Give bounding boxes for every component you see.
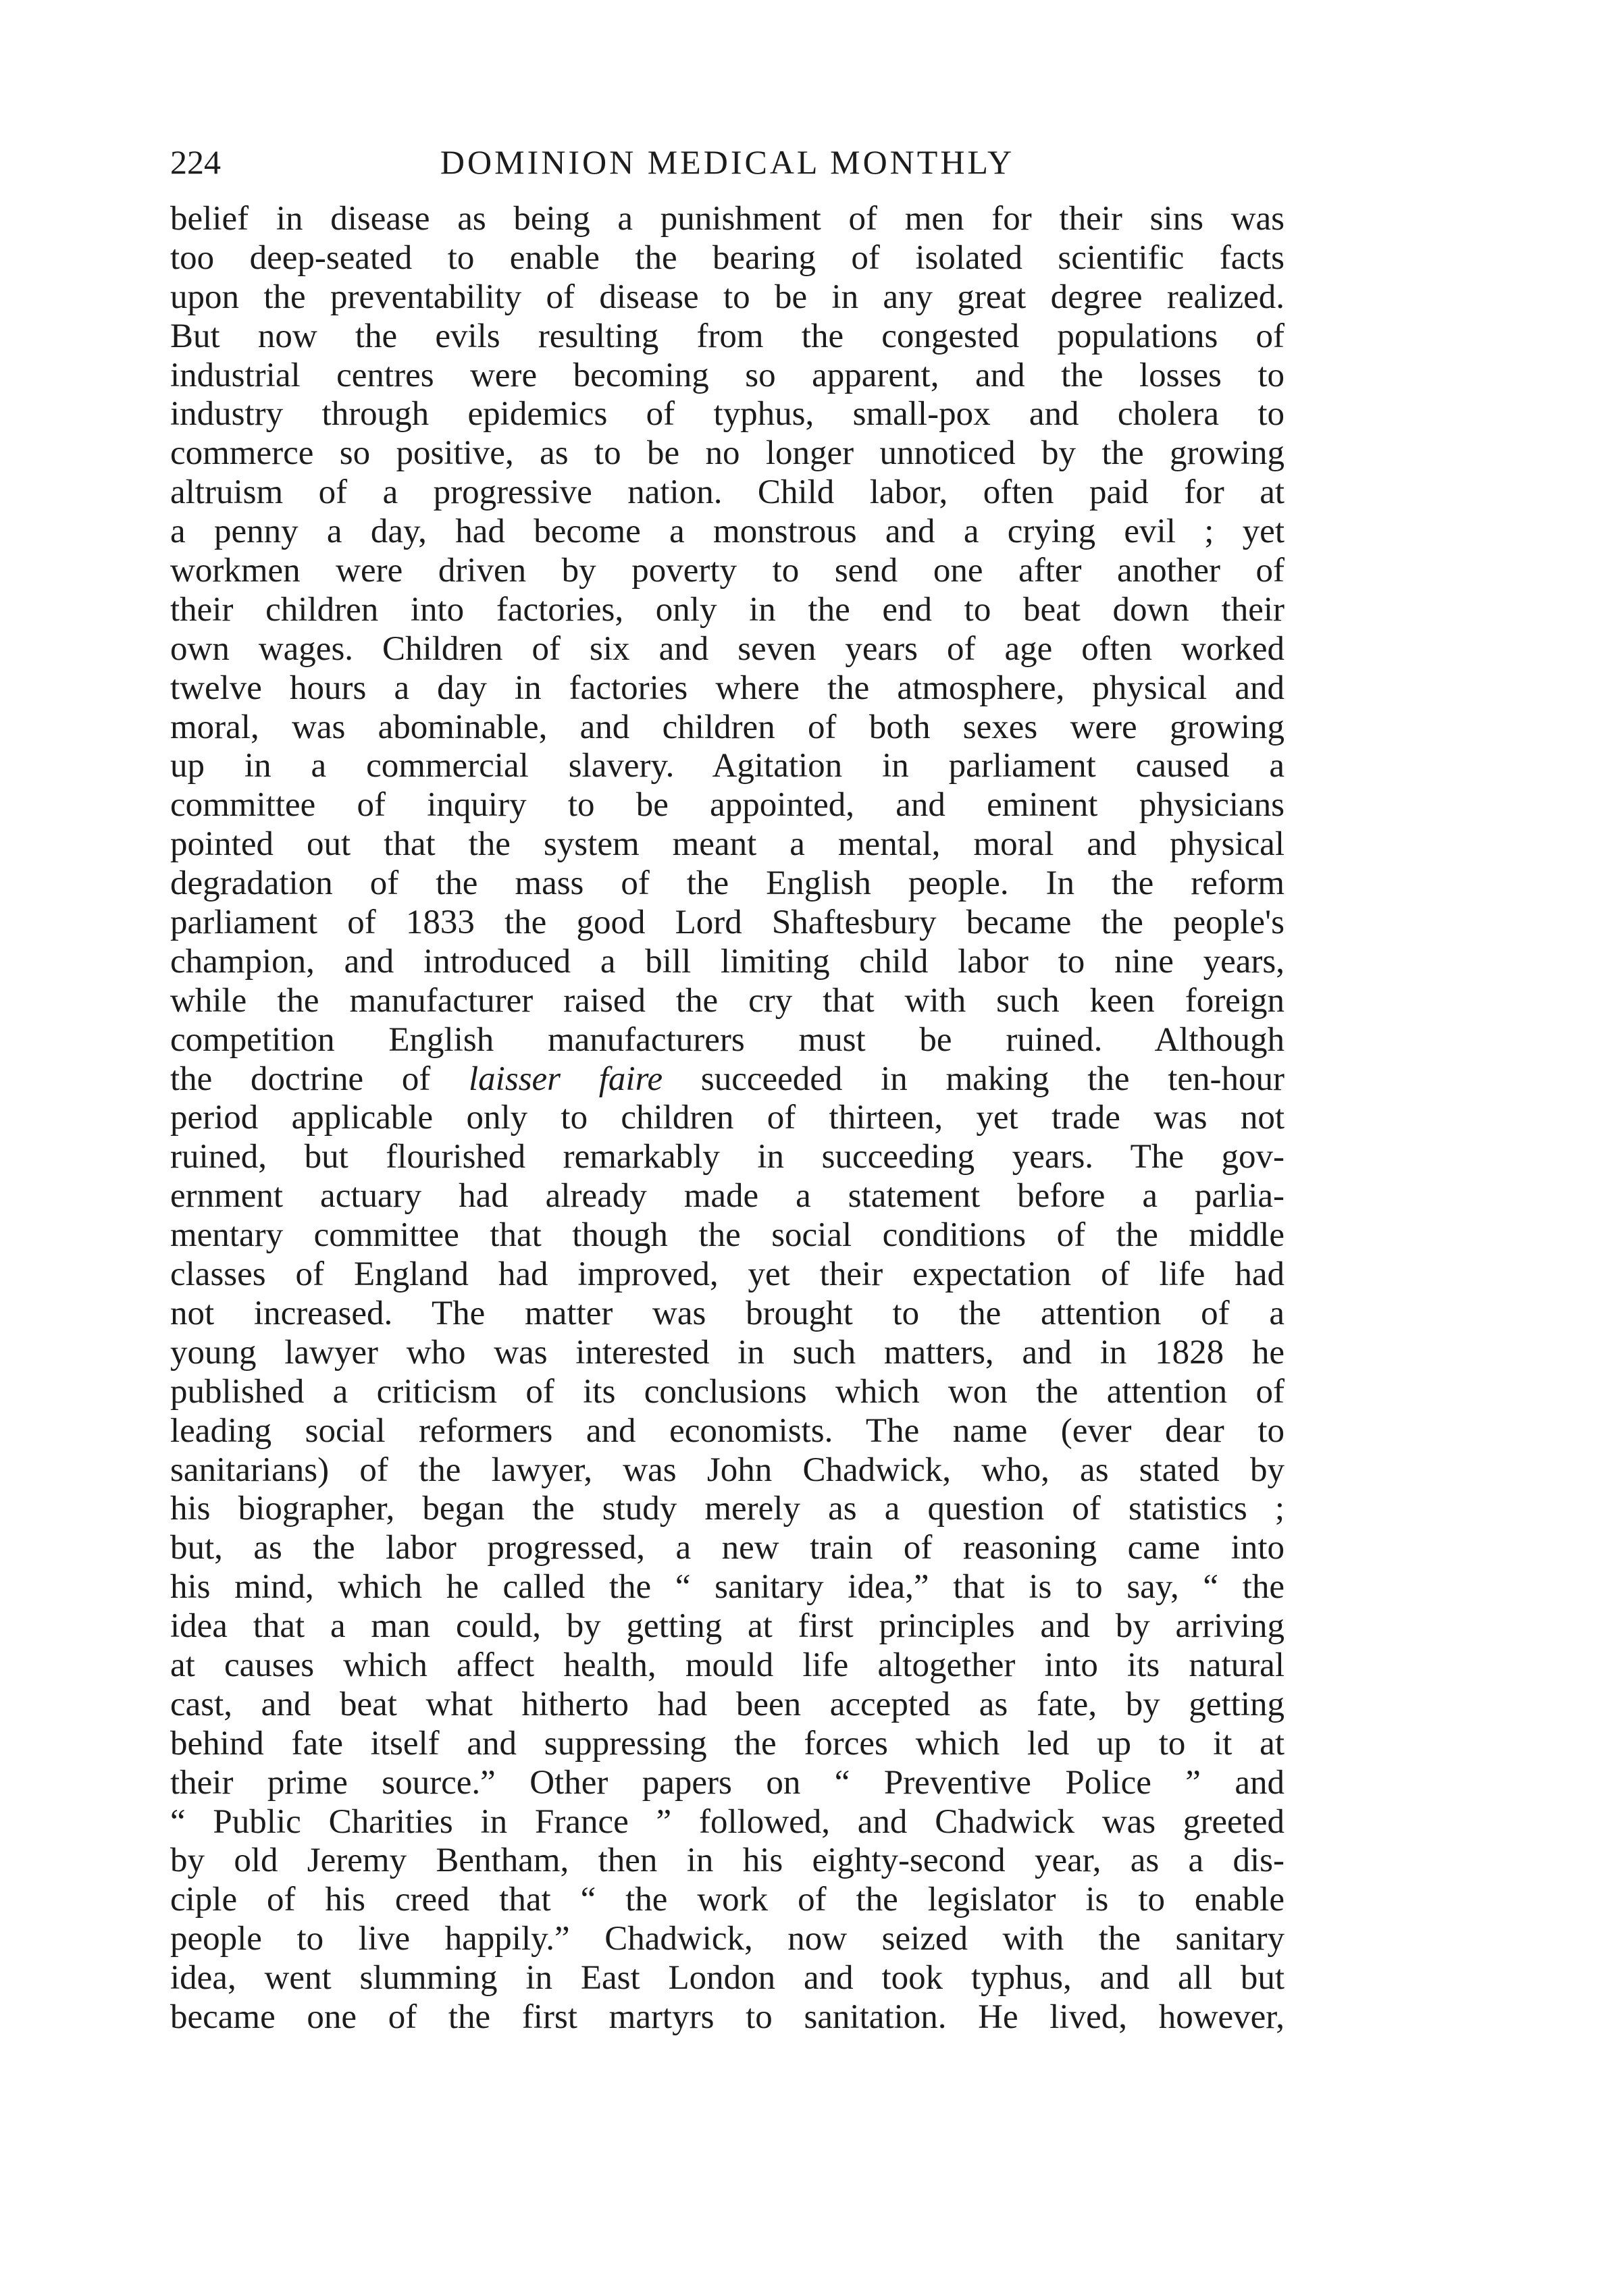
italic-phrase: laisser faire [469,1060,663,1098]
text-line: industry through epidemics of typhus, small-pox and cholera to [170,395,1285,434]
text-line: twelve hours a day in factories where the atmosphere, physical and [170,669,1285,707]
text-line: altruism of a progressive nation. Child labor, often paid for at [170,473,1285,512]
text-line: cast, and beat what hitherto had been accepted as fate, by getting [170,1685,1285,1723]
text-line: while the manufacturer raised the cry that with such keen foreign [170,981,1285,1020]
text-line: became one of the first martyrs to sanitation. He lived, however, [170,1998,1285,2036]
text-line: “ Public Charities in France ” followed, and Chadwick was greeted [170,1802,1285,1841]
text-line: mentary committee that though the social conditions of the middle [170,1216,1285,1255]
text-line: own wages. Children of six and seven years of age often worked [170,629,1285,668]
running-head [170,135,1285,189]
text-line: but, as the labor progressed, a new train of reasoning came into [170,1529,1285,1567]
text-segment: the doctrine of [170,1060,469,1098]
text-line: commerce so positive, as to be no longer unnoticed by the growing [170,434,1285,473]
text-line: ruined, but flourished remarkably in succeeding years. The gov- [170,1138,1285,1176]
text-line: competition English manufacturers must be ruined. Although [170,1020,1285,1059]
body-text [170,200,1285,2037]
text-line: champion, and introduced a bill limiting child labor to nine years, [170,942,1285,981]
text-line: not increased. The matter was brought to the attention of a [170,1294,1285,1332]
text-line: sanitarians) of the lawyer, was John Chadwick, who, as stated by [170,1451,1285,1489]
text-line: their prime source.” Other papers on “ Preventive Police ” and [170,1763,1285,1802]
text-line: industrial centres were becoming so apparent, and the losses to [170,356,1285,394]
text-line: degradation of the mass of the English people. In the reform [170,864,1285,903]
text-line: moral, was abominable, and children of both sexes were growing [170,708,1285,746]
text-line: parliament of 1833 the good Lord Shaftesbury became the people's [170,904,1285,942]
text-line [170,1060,1285,1099]
text-line: by old Jeremy Bentham, then in his eighty-second year, as a dis- [170,1842,1285,1880]
text-line: committee of inquiry to be appointed, and eminent physicians [170,786,1285,825]
text-line: classes of England had improved, yet their expectation of life had [170,1255,1285,1294]
text-line: up in a commercial slavery. Agitation in parliament caused a [170,747,1285,785]
text-line: idea, went slumming in East London and took typhus, and all but [170,1959,1285,1998]
text-line: his mind, which he called the “ sanitary idea,” that is to say, “ the [170,1568,1285,1607]
text-line: published a criticism of its conclusions which won the attention of [170,1372,1285,1411]
text-line: belief in disease as being a punishment of men for their sins was [170,200,1285,238]
text-line: leading social reformers and economists. The name (ever dear to [170,1411,1285,1450]
text-line: upon the preventability of disease to be in any great degree realized. [170,278,1285,316]
page-number: 224 [170,143,221,181]
text-line: young lawyer who was interested in such matters, and in 1828 he [170,1333,1285,1372]
text-segment: succeeded in making the ten-hour [663,1060,1285,1098]
text-line: period applicable only to children of thirteen, yet trade was not [170,1099,1285,1137]
text-line: too deep-seated to enable the bearing of isolated scientific facts [170,238,1285,277]
text-line: But now the evils resulting from the congested populations of [170,317,1285,355]
text-line: pointed out that the system meant a mental, moral and physical [170,825,1285,864]
journal-title: DOMINION MEDICAL MONTHLY [440,143,1015,181]
text-line: at causes which affect health, mould life altogether into its natural [170,1646,1285,1684]
text-line: a penny a day, had become a monstrous and a crying evil ; yet [170,513,1285,551]
text-line: behind fate itself and suppressing the forces which led up to it at [170,1724,1285,1763]
text-line: ciple of his creed that “ the work of the legislator is to enable [170,1881,1285,1919]
text-line: his biographer, began the study merely as a question of statistics ; [170,1490,1285,1528]
text-line: ernment actuary had already made a statement before a parlia- [170,1177,1285,1216]
text-line: workmen were driven by poverty to send one after another of [170,552,1285,590]
text-line: their children into factories, only in the end to beat down their [170,590,1285,629]
text-line: people to live happily.” Chadwick, now seized with the sanitary [170,1920,1285,1958]
text-line: idea that a man could, by getting at first principles and by arriving [170,1607,1285,1646]
